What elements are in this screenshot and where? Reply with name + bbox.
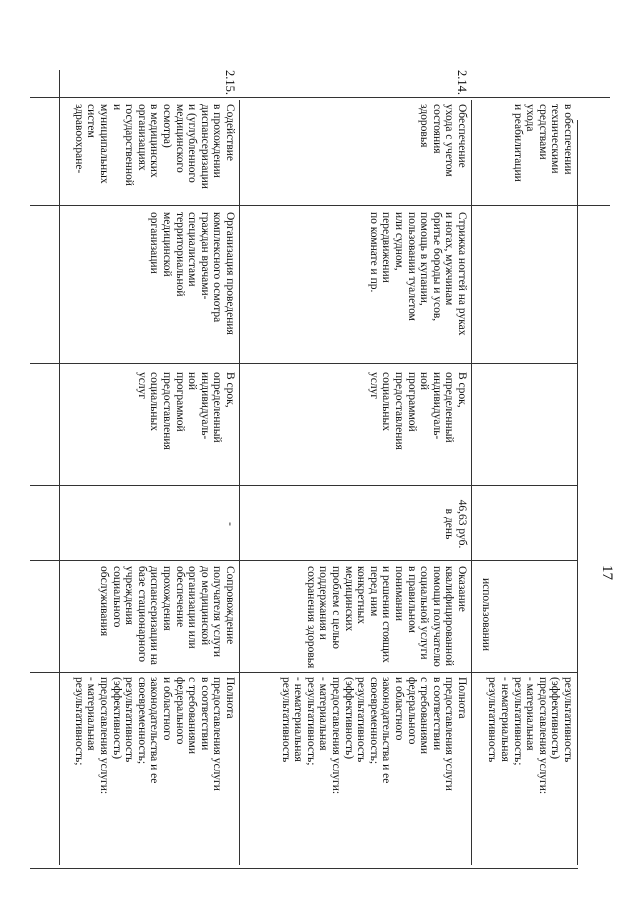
row-divider [239, 100, 240, 865]
service-name: Обеспечение ухода с учетом состояния здоровья [418, 104, 468, 177]
service-content: Организация проведения комплексного осмотра граждан врачами- специалистами территориальной медицинской организации [148, 212, 236, 335]
column-divider [30, 560, 578, 561]
service-criteria: Полнота предоставления услуги в соответствии с требованиями федерального и областного законодательства и ее своевременность; результативность (эффективность) предоставления услуги: - материальная результативность; [72, 677, 236, 795]
service-criteria: Полнота предоставления услуги в соответствии с требованиями федерального и областного законодательства и ее своевременность; результативность (эффективность) предоставления услуги: - материальная результативность; - нематериальная результативность [279, 677, 468, 795]
page-number: 17 [599, 565, 615, 580]
service-tariff: 46,63 руб. в день [443, 499, 468, 549]
column-divider [30, 205, 610, 206]
row-number: 2.14. [455, 70, 469, 95]
service-result: Сопровождение получателя услуги до медицинской организации или обеспечение прохождения диспансеризации на базе стационарного учреждения социального обслуживания [98, 566, 236, 666]
top-service-name: в обеспечении техническими средствами ухода и реабилитации [511, 104, 574, 182]
service-term: В срок, определенный индивидуаль- ной программой предоставления социальных услуг [135, 372, 236, 450]
service-result: Оказание квалифицированной помощи получателю социальной услуги в правильном понимании и решении стоящих перед ним конкретных медицинских проблем с целью поддержания и сохранения здоровья [304, 566, 468, 669]
service-term: В срок, определенный индивидуаль- ной программой предоставления социальных услуг [367, 372, 468, 450]
row-number: 2.15. [223, 70, 237, 95]
column-divider [30, 97, 610, 98]
top-criteria: результативность (эффективность) предоставления услуги: - материальная результативность; - нематериальная результативность [486, 677, 574, 795]
service-name: Содействие в прохождении диспансеризации и (углубленного медицинского осмотра) в медицинских организациях государственной и муниципальных систем здравоохране- [72, 104, 236, 189]
column-divider [30, 485, 578, 486]
row-divider [471, 100, 472, 865]
service-content: Стрижка ногтей на руках и ногах, мужчинам бритье бороды и усов, помощь в купании, пользовании туалетом или судном, передвижении по комнате и пр. [367, 212, 468, 336]
service-tariff: - [224, 522, 236, 526]
column-divider [30, 672, 578, 673]
column-divider [30, 363, 578, 364]
table-border-top [577, 120, 578, 865]
top-result: использовании [480, 578, 492, 652]
table-border-bottom [59, 70, 60, 865]
column-divider [30, 868, 578, 869]
